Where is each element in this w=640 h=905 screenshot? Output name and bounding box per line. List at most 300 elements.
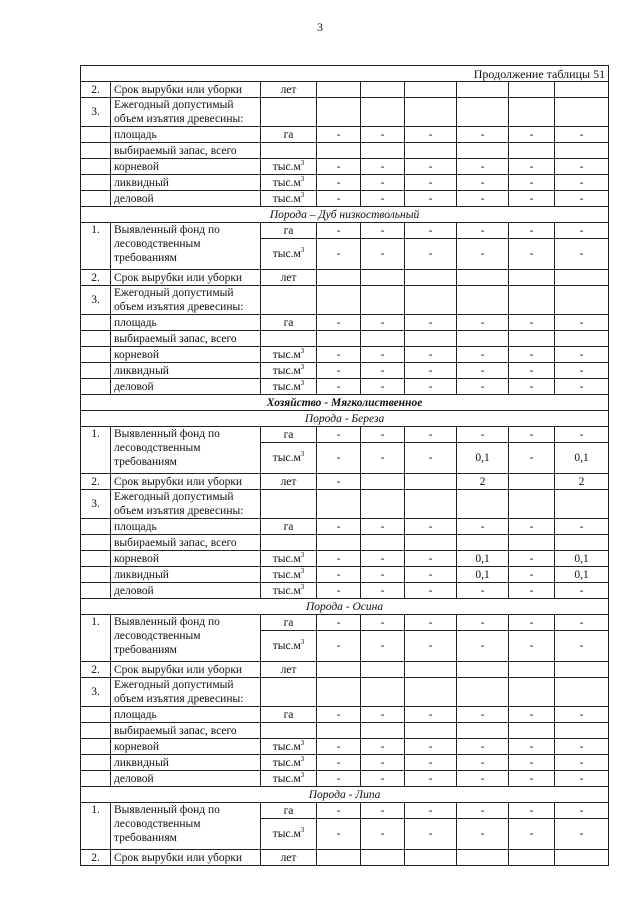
value-cell (457, 723, 509, 739)
value-cell (555, 143, 609, 159)
value-cell: - (509, 159, 555, 175)
unit-cell: лет (261, 82, 317, 98)
value-cell (457, 82, 509, 98)
table-row (81, 678, 609, 707)
row-label: Срок вырубки или уборки (111, 662, 261, 678)
value-cell (317, 535, 361, 551)
value-cell: - (457, 127, 509, 143)
row-label: деловой (111, 191, 261, 207)
row-number: 1. (81, 615, 111, 662)
unit-superscript: 3 (300, 754, 305, 763)
value-cell: - (457, 379, 509, 395)
unit-cell: га (261, 615, 317, 631)
value-cell: - (509, 739, 555, 755)
unit-superscript: 3 (300, 246, 305, 255)
value-cell (405, 474, 457, 490)
table-row (81, 363, 609, 379)
unit-superscript: 3 (300, 550, 305, 559)
row-number (81, 363, 111, 379)
farm-title-row (81, 395, 609, 411)
value-cell (555, 850, 609, 866)
value-cell (555, 98, 609, 127)
unit-cell: $тыс.м^3$ (261, 631, 317, 662)
table-row (81, 739, 609, 755)
value-cell (317, 678, 361, 707)
table-row (81, 519, 609, 535)
value-cell: - (405, 567, 457, 583)
species-title-row (81, 787, 609, 803)
row-number (81, 755, 111, 771)
value-cell (361, 723, 405, 739)
row-label: выбираемый запас, всего (111, 143, 261, 159)
value-cell: - (509, 755, 555, 771)
value-cell: - (361, 363, 405, 379)
value-cell (509, 678, 555, 707)
value-cell: - (555, 427, 609, 443)
value-cell: 0,1 (555, 443, 609, 474)
value-cell: - (509, 615, 555, 631)
value-cell (361, 286, 405, 315)
unit-superscript: 3 (300, 566, 305, 575)
value-cell: - (555, 347, 609, 363)
value-cell (457, 331, 509, 347)
value-cell (457, 662, 509, 678)
row-label: деловой (111, 583, 261, 599)
value-cell: - (457, 631, 509, 662)
row-label: выбираемый запас, всего (111, 723, 261, 739)
row-number (81, 771, 111, 787)
value-cell: - (361, 707, 405, 723)
value-cell: - (555, 615, 609, 631)
value-cell: - (509, 551, 555, 567)
value-cell (457, 143, 509, 159)
value-cell (405, 82, 457, 98)
table-row (81, 427, 609, 443)
row-number: 3. (81, 490, 111, 519)
unit-superscript: 3 (300, 362, 305, 371)
table-row (81, 223, 609, 239)
table-row (81, 474, 609, 490)
row-number (81, 331, 111, 347)
table-row (81, 707, 609, 723)
farm-title: Хозяйство - Мягколиственное (81, 395, 609, 411)
unit-superscript: 3 (300, 638, 305, 647)
unit-cell (261, 98, 317, 127)
value-cell: - (457, 363, 509, 379)
table-row (81, 551, 609, 567)
row-label: ликвидный (111, 755, 261, 771)
unit-cell: лет (261, 850, 317, 866)
value-cell: - (361, 739, 405, 755)
value-cell (361, 535, 405, 551)
unit-superscript: 3 (300, 378, 305, 387)
value-cell: - (509, 347, 555, 363)
value-cell: - (361, 551, 405, 567)
row-number (81, 707, 111, 723)
row-number: 2. (81, 270, 111, 286)
value-cell (509, 98, 555, 127)
value-cell (405, 331, 457, 347)
row-label: Ежегодный допустимый объем изъятия древесины: (111, 678, 261, 707)
value-cell (317, 286, 361, 315)
value-cell: - (405, 239, 457, 270)
value-cell: - (317, 583, 361, 599)
value-cell: - (457, 191, 509, 207)
table-row (81, 803, 609, 819)
value-cell (555, 535, 609, 551)
value-cell: - (509, 583, 555, 599)
species-title: Порода - Осина (81, 599, 609, 615)
value-cell (555, 331, 609, 347)
unit-superscript: 3 (300, 174, 305, 183)
value-cell: - (457, 315, 509, 331)
value-cell (361, 850, 405, 866)
value-cell: - (361, 519, 405, 535)
value-cell: - (457, 739, 509, 755)
value-cell: - (317, 631, 361, 662)
row-label: корневой (111, 551, 261, 567)
value-cell: - (457, 519, 509, 535)
value-cell: - (361, 755, 405, 771)
value-cell: 0,1 (457, 443, 509, 474)
table-row (81, 82, 609, 98)
unit-superscript: 3 (300, 770, 305, 779)
value-cell: 0,1 (555, 551, 609, 567)
value-cell: - (361, 347, 405, 363)
unit-cell (261, 678, 317, 707)
value-cell (361, 270, 405, 286)
species-title: Порода - Береза (81, 411, 609, 427)
unit-cell (261, 723, 317, 739)
unit-cell: $тыс.м^3$ (261, 771, 317, 787)
unit-cell: $тыс.м^3$ (261, 379, 317, 395)
value-cell (509, 535, 555, 551)
value-cell: - (405, 803, 457, 819)
value-cell: - (555, 771, 609, 787)
value-cell (361, 143, 405, 159)
value-cell (509, 331, 555, 347)
forestry-table (80, 65, 609, 866)
value-cell: - (509, 191, 555, 207)
value-cell: - (405, 223, 457, 239)
value-cell (457, 678, 509, 707)
unit-cell: $тыс.м^3$ (261, 567, 317, 583)
table-row (81, 490, 609, 519)
row-label: Ежегодный допустимый объем изъятия древесины: (111, 98, 261, 127)
value-cell (317, 850, 361, 866)
value-cell (361, 662, 405, 678)
value-cell: 0,1 (457, 551, 509, 567)
value-cell: - (405, 363, 457, 379)
value-cell: - (405, 159, 457, 175)
unit-cell: лет (261, 270, 317, 286)
value-cell: - (509, 223, 555, 239)
value-cell (317, 662, 361, 678)
row-number (81, 723, 111, 739)
row-number (81, 191, 111, 207)
value-cell (405, 143, 457, 159)
value-cell: - (555, 803, 609, 819)
row-number (81, 175, 111, 191)
value-cell: - (361, 819, 405, 850)
row-label: Выявленный фонд по лесоводственным требованиям (111, 427, 261, 474)
value-cell: - (361, 427, 405, 443)
unit-cell: $тыс.м^3$ (261, 819, 317, 850)
row-number (81, 159, 111, 175)
species-title-row (81, 411, 609, 427)
row-label: площадь (111, 707, 261, 723)
row-label: Выявленный фонд по лесоводственным требованиям (111, 615, 261, 662)
row-label: корневой (111, 739, 261, 755)
row-label: ликвидный (111, 363, 261, 379)
value-cell: - (457, 755, 509, 771)
table-row (81, 379, 609, 395)
value-cell (405, 98, 457, 127)
value-cell: - (509, 519, 555, 535)
value-cell: - (509, 443, 555, 474)
value-cell: - (317, 159, 361, 175)
value-cell (457, 270, 509, 286)
value-cell (509, 143, 555, 159)
unit-superscript: 3 (300, 158, 305, 167)
value-cell: - (405, 551, 457, 567)
row-number: 1. (81, 427, 111, 474)
value-cell: - (405, 379, 457, 395)
value-cell: - (555, 239, 609, 270)
unit-cell: га (261, 803, 317, 819)
value-cell: - (457, 583, 509, 599)
value-cell: - (361, 223, 405, 239)
row-label: Срок вырубки или уборки (111, 270, 261, 286)
value-cell: - (317, 127, 361, 143)
value-cell: - (317, 474, 361, 490)
unit-cell: $тыс.м^3$ (261, 755, 317, 771)
value-cell: 2 (457, 474, 509, 490)
value-cell: - (405, 347, 457, 363)
value-cell (555, 82, 609, 98)
unit-cell: га (261, 223, 317, 239)
value-cell: - (405, 631, 457, 662)
table-row (81, 159, 609, 175)
row-number: 2. (81, 474, 111, 490)
unit-cell: $тыс.м^3$ (261, 363, 317, 379)
value-cell: - (361, 315, 405, 331)
value-cell (555, 270, 609, 286)
value-cell (509, 270, 555, 286)
value-cell: - (509, 631, 555, 662)
row-number (81, 143, 111, 159)
table-row (81, 286, 609, 315)
value-cell: - (317, 347, 361, 363)
table-row (81, 535, 609, 551)
unit-superscript: 3 (300, 346, 305, 355)
value-cell: - (457, 427, 509, 443)
value-cell: - (555, 127, 609, 143)
table-row (81, 331, 609, 347)
value-cell: - (555, 631, 609, 662)
value-cell (405, 535, 457, 551)
table-row (81, 771, 609, 787)
value-cell: - (405, 583, 457, 599)
value-cell: - (457, 159, 509, 175)
continuation-label: Продолжение таблицы 51 (81, 66, 609, 82)
value-cell: - (361, 583, 405, 599)
row-label: Срок вырубки или уборки (111, 850, 261, 866)
value-cell: - (361, 191, 405, 207)
row-label: Ежегодный допустимый объем изъятия древесины: (111, 490, 261, 519)
value-cell: - (457, 615, 509, 631)
value-cell: - (361, 175, 405, 191)
row-number (81, 379, 111, 395)
value-cell: - (555, 739, 609, 755)
row-label: ликвидный (111, 175, 261, 191)
row-label: Срок вырубки или уборки (111, 82, 261, 98)
value-cell: - (317, 363, 361, 379)
value-cell (555, 662, 609, 678)
value-cell: - (457, 803, 509, 819)
unit-cell (261, 286, 317, 315)
value-cell: - (317, 615, 361, 631)
value-cell: - (361, 239, 405, 270)
value-cell: - (509, 707, 555, 723)
value-cell: - (555, 315, 609, 331)
value-cell: - (509, 379, 555, 395)
row-label: деловой (111, 379, 261, 395)
value-cell (317, 98, 361, 127)
unit-cell: га (261, 707, 317, 723)
value-cell: 0,1 (457, 567, 509, 583)
unit-cell: лет (261, 474, 317, 490)
value-cell (509, 723, 555, 739)
unit-cell (261, 490, 317, 519)
value-cell: - (405, 127, 457, 143)
unit-cell: га (261, 127, 317, 143)
table-row (81, 98, 609, 127)
value-cell (317, 723, 361, 739)
unit-cell: $тыс.м^3$ (261, 551, 317, 567)
value-cell: - (361, 771, 405, 787)
value-cell (509, 490, 555, 519)
value-cell: - (405, 175, 457, 191)
row-label: Срок вырубки или уборки (111, 474, 261, 490)
value-cell: - (457, 223, 509, 239)
row-number (81, 567, 111, 583)
value-cell: - (555, 159, 609, 175)
value-cell: - (509, 363, 555, 379)
value-cell: - (555, 191, 609, 207)
value-cell: - (555, 223, 609, 239)
row-number: 2. (81, 662, 111, 678)
row-number (81, 739, 111, 755)
unit-cell (261, 535, 317, 551)
unit-superscript: 3 (300, 190, 305, 199)
table-row (81, 175, 609, 191)
value-cell: - (317, 739, 361, 755)
value-cell (361, 490, 405, 519)
value-cell (317, 490, 361, 519)
value-cell: - (555, 755, 609, 771)
table-row (81, 191, 609, 207)
unit-cell: $тыс.м^3$ (261, 175, 317, 191)
value-cell (509, 662, 555, 678)
species-title: Порода - Липа (81, 787, 609, 803)
value-cell: - (509, 819, 555, 850)
value-cell: - (317, 191, 361, 207)
value-cell (361, 82, 405, 98)
unit-cell (261, 331, 317, 347)
value-cell: - (509, 315, 555, 331)
value-cell (317, 82, 361, 98)
value-cell (555, 286, 609, 315)
row-number (81, 315, 111, 331)
value-cell: - (555, 363, 609, 379)
row-number (81, 347, 111, 363)
row-number: 2. (81, 82, 111, 98)
value-cell (457, 98, 509, 127)
table-row (81, 755, 609, 771)
value-cell (361, 474, 405, 490)
value-cell: - (509, 803, 555, 819)
value-cell: - (361, 631, 405, 662)
value-cell (405, 723, 457, 739)
value-cell: - (361, 615, 405, 631)
value-cell: - (555, 519, 609, 535)
value-cell: - (317, 771, 361, 787)
value-cell (317, 331, 361, 347)
value-cell: - (457, 239, 509, 270)
value-cell: - (317, 443, 361, 474)
unit-cell: га (261, 427, 317, 443)
value-cell: - (405, 315, 457, 331)
value-cell: - (555, 379, 609, 395)
unit-superscript: 3 (300, 450, 305, 459)
value-cell (457, 535, 509, 551)
value-cell: - (317, 239, 361, 270)
value-cell: - (361, 379, 405, 395)
value-cell: - (555, 175, 609, 191)
value-cell: - (361, 443, 405, 474)
species-title: Порода – Дуб низкоствольный (81, 207, 609, 223)
unit-superscript: 3 (300, 582, 305, 591)
value-cell (361, 331, 405, 347)
value-cell (509, 286, 555, 315)
row-label: площадь (111, 315, 261, 331)
species-title-row (81, 599, 609, 615)
species-title-row (81, 207, 609, 223)
value-cell: - (457, 707, 509, 723)
value-cell (405, 270, 457, 286)
unit-cell: $тыс.м^3$ (261, 347, 317, 363)
value-cell: - (361, 159, 405, 175)
value-cell: - (317, 379, 361, 395)
unit-cell: $тыс.м^3$ (261, 239, 317, 270)
row-label: Выявленный фонд по лесоводственным требованиям (111, 803, 261, 850)
value-cell: - (555, 583, 609, 599)
row-number: 3. (81, 286, 111, 315)
value-cell (555, 678, 609, 707)
value-cell: - (317, 707, 361, 723)
value-cell: - (317, 819, 361, 850)
value-cell: - (405, 191, 457, 207)
value-cell: - (405, 755, 457, 771)
value-cell: - (317, 427, 361, 443)
row-number: 1. (81, 803, 111, 850)
value-cell: - (509, 175, 555, 191)
table-row (81, 347, 609, 363)
unit-cell: $тыс.м^3$ (261, 443, 317, 474)
unit-cell: $тыс.м^3$ (261, 583, 317, 599)
row-label: деловой (111, 771, 261, 787)
